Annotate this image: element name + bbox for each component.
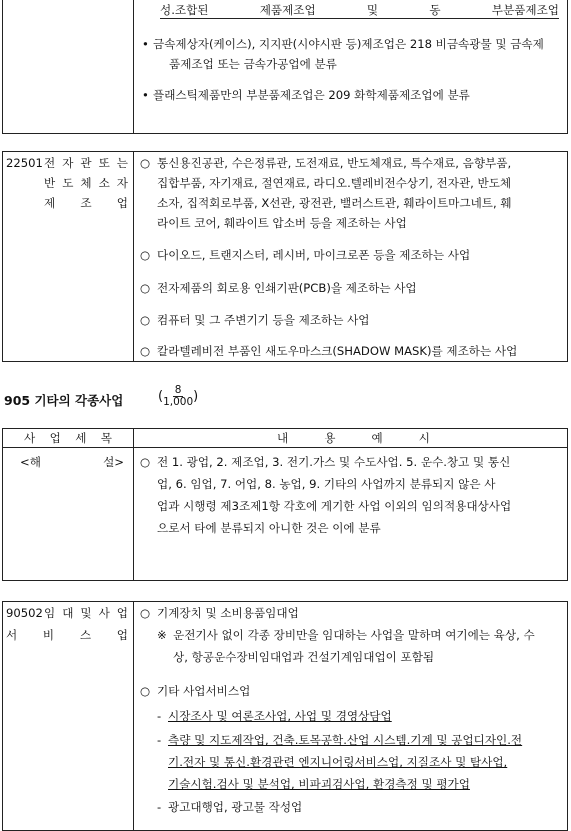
category-title-line xyxy=(44,156,128,170)
item-line: 칼라텔레비전 부품인 새도우마스크(SHADOW MASK)를 제조하는 사업 xyxy=(157,344,518,358)
item-mark: ○ xyxy=(140,344,151,358)
category-title-line xyxy=(44,176,128,190)
header-char: 예 xyxy=(371,431,383,445)
header-word: 동 xyxy=(429,3,441,17)
header-word: 부분품제조업 xyxy=(491,3,559,17)
title-char: 대 xyxy=(62,606,74,620)
title-char: 서 xyxy=(6,628,18,642)
title-char: 체 xyxy=(80,176,92,190)
header-char: 사 xyxy=(24,431,36,445)
header-char: 시 xyxy=(418,431,430,445)
top-header-line xyxy=(160,3,559,17)
title-char: 또 xyxy=(98,156,110,170)
explain-line: 업과 시행령 제3조제1항 각호에 게기한 사업 이외의 임의적용대상사업 xyxy=(157,499,512,513)
bullet-line: 품제조업 또는 금속가공업에 분류 xyxy=(169,57,337,71)
title-char: 업 xyxy=(116,606,128,620)
header-char: 세 xyxy=(75,431,87,445)
item-mark: ○ xyxy=(140,248,151,262)
title-char: 조 xyxy=(80,196,92,210)
category-code: 22501 xyxy=(6,156,43,170)
title-char: 도 xyxy=(62,176,74,190)
title-char: 제 xyxy=(44,196,56,210)
sub-line: 시장조사 및 여론조사업, 사업 및 경영상담업 xyxy=(168,709,392,723)
title-char: 자 xyxy=(116,176,128,190)
item-text: 통신용진공관, 수은정류관, 도전재료, 반도체재료, 특수재료, 음향부품, xyxy=(157,156,512,170)
sub-line: 측량 및 지도제작업, 건축.토목공학.산업 시스템.기계 및 공업디자인.전 xyxy=(168,733,523,747)
bullet-mark: • xyxy=(142,37,149,51)
explain-line: 으로서 타에 분류되지 아니한 것은 이에 분류 xyxy=(157,521,381,535)
item-mark: ○ xyxy=(140,156,151,170)
column-header-2 xyxy=(277,431,430,445)
top-table-divider xyxy=(133,0,134,134)
item-mark: ○ xyxy=(140,281,151,295)
header-char: 내 xyxy=(277,431,289,445)
title-char: 업 xyxy=(116,196,128,210)
header-underline xyxy=(160,18,559,19)
explain-line: 전 1. 광업, 2. 제조업, 3. 전기.가스 및 수도사업. 5. 운수.창고 및 통신 xyxy=(157,455,511,469)
row-22501-divider xyxy=(133,151,134,362)
category-title-line xyxy=(44,196,128,210)
header-char: 목 xyxy=(100,431,112,445)
title-char: 관 xyxy=(80,156,92,170)
rate-denominator: 1,000 xyxy=(163,396,194,408)
sub-line: 기술시험.검사 및 분석업, 비파괴검사업, 환경측정 및 평가업 xyxy=(168,777,470,791)
title-char: 사 xyxy=(98,606,110,620)
rate-open: ( xyxy=(158,389,164,404)
section-905-divider xyxy=(133,428,134,581)
item-line: 라이트 코어, 훼라이트 압소버 등을 제조하는 사업 xyxy=(157,216,407,230)
title-char: 는 xyxy=(116,156,128,170)
header-word: 성.조합된 xyxy=(160,3,209,17)
title-char: 전 xyxy=(44,156,56,170)
header-word: 및 xyxy=(366,3,379,17)
sub-dash: - xyxy=(157,800,162,814)
category-code: 90502 xyxy=(6,606,43,620)
rate-frac xyxy=(163,385,193,408)
section-905-header-rule xyxy=(2,447,568,448)
category-title-line xyxy=(6,628,128,642)
sub-dash: - xyxy=(157,709,162,723)
title-char: 반 xyxy=(44,176,56,190)
bullet-line: 금속제상자(케이스), 지지판(시야시판 등)제조업은 218 비금속광물 및 금속제 xyxy=(153,37,544,51)
label-part: <해 xyxy=(20,455,41,469)
header-word: 제품제조업 xyxy=(259,3,316,17)
column-header-1 xyxy=(24,431,112,445)
title-char: 업 xyxy=(116,628,128,642)
title-char: 자 xyxy=(62,156,74,170)
header-char: 용 xyxy=(324,431,336,445)
rate-numerator: 8 xyxy=(174,384,182,396)
item-line xyxy=(157,156,563,170)
note-mark: ※ xyxy=(157,628,167,642)
label-part: 설> xyxy=(103,455,124,469)
title-char: 스 xyxy=(79,628,92,642)
item-line: 소자, 집적회로부품, X선관, 광전관, 밸러스트관, 훼라이트마그네트, 훼 xyxy=(157,196,512,210)
item-mark: ○ xyxy=(140,606,151,620)
item-line: 기계장치 및 소비용품임대업 xyxy=(157,606,299,620)
rate-close: ) xyxy=(193,389,199,404)
item-line: 컴퓨터 및 그 주변기기 등을 제조하는 사업 xyxy=(157,313,370,327)
item-mark: ○ xyxy=(140,684,151,698)
title-char: 및 xyxy=(80,606,92,620)
sub-line: 기.전자 및 통신.환경관련 엔지니어링서비스업, 지질조사 및 탐사업, xyxy=(168,755,508,769)
title-char: 임 xyxy=(44,606,56,620)
section-heading: 905 기타의 각종사업 xyxy=(4,393,124,408)
explain-label xyxy=(20,455,124,469)
note-line: 운전기사 없이 각종 장비만을 임대하는 사업을 말하며 여기에는 육상, 수 xyxy=(173,628,535,642)
sub-line: 광고대행업, 광고물 작성업 xyxy=(168,800,303,814)
note-line: 상, 항공운수장비임대업과 건설기계임대업이 포함됨 xyxy=(173,650,435,664)
explain-line: 업, 6. 임업, 7. 어업, 8. 농업, 9. 기타의 사업까지 분류되지 않은 사 xyxy=(157,477,496,491)
item-line: 집합부품, 자기재료, 절연재료, 라디오.텔레비전수상기, 전자관, 반도체 xyxy=(157,176,512,190)
header-char: 업 xyxy=(49,431,61,445)
rate-fraction xyxy=(158,385,198,408)
bullet-mark: • xyxy=(142,88,149,102)
row-90502-divider xyxy=(133,601,134,831)
explain-mark: ○ xyxy=(140,455,151,469)
item-mark: ○ xyxy=(140,313,151,327)
category-title-line xyxy=(44,606,128,620)
item-line: 전자제품의 회로용 인쇄기판(PCB)을 제조하는 사업 xyxy=(157,281,417,295)
title-char: 비 xyxy=(42,628,55,642)
bullet-line: 플래스틱제품만의 부분품제조업은 209 화학제품제조업에 분류 xyxy=(153,88,470,102)
item-line: 기타 사업서비스업 xyxy=(157,684,251,698)
sub-dash: - xyxy=(157,733,162,747)
title-char: 소 xyxy=(98,176,110,190)
item-line: 다이오드, 트랜지스터, 레시버, 마이크로폰 등을 제조하는 사업 xyxy=(157,248,471,262)
